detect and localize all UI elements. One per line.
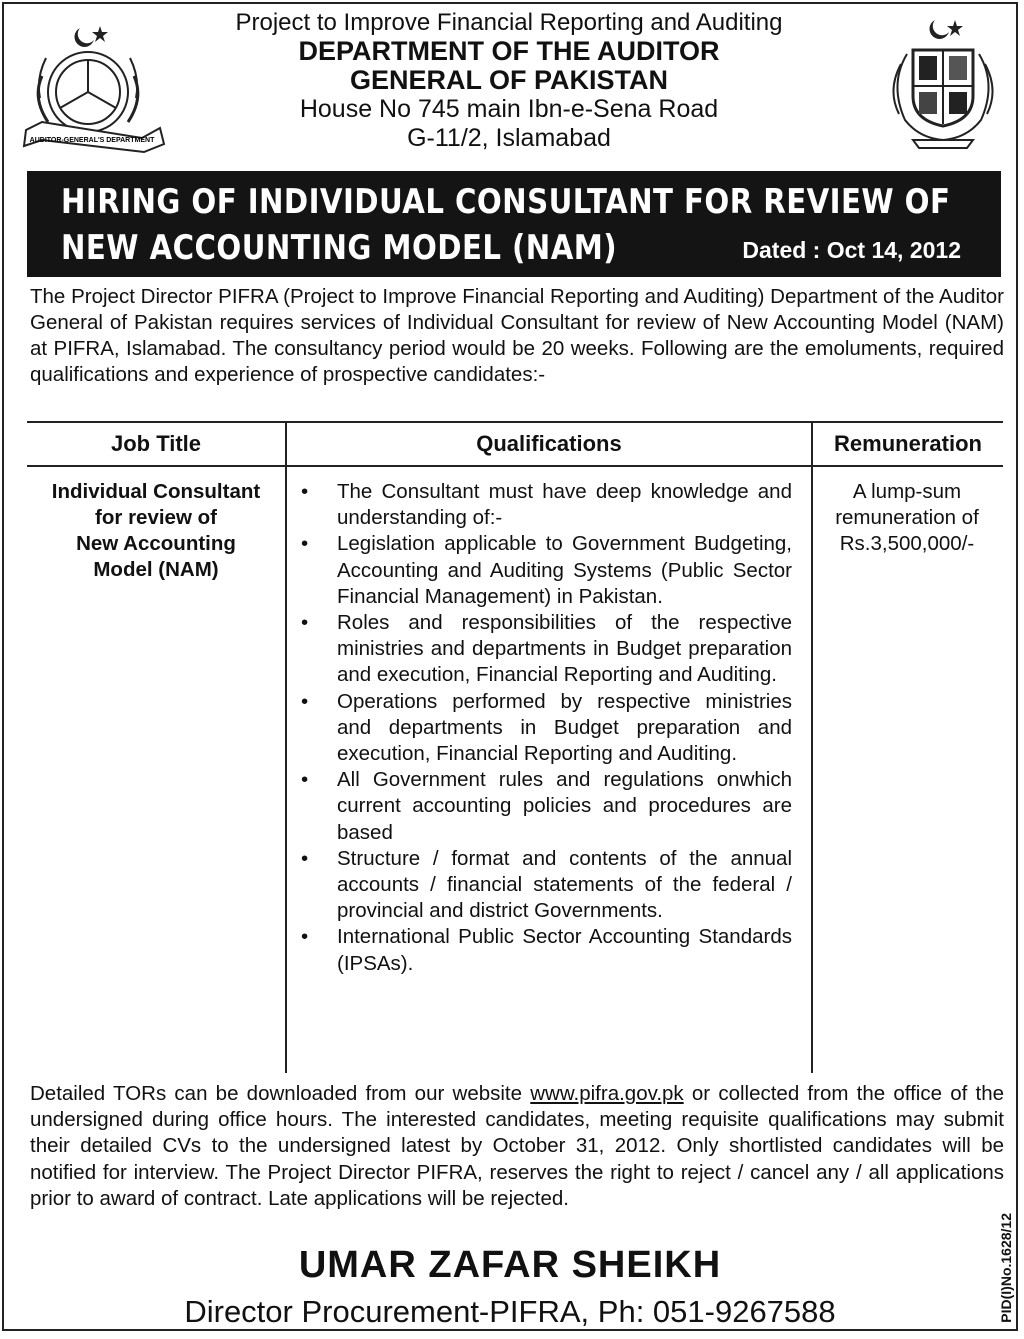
job-table bbox=[27, 421, 1003, 1073]
header-text bbox=[164, 8, 854, 153]
qualification-item: • Legislation applicable to Government Budgeting, Accounting and Auditing Systems (Public Sector Financial Management) in Pakistan. bbox=[287, 531, 792, 610]
pakistan-state-emblem-icon bbox=[879, 14, 1007, 154]
qualifications-list bbox=[287, 479, 792, 977]
header-remuneration: Remuneration bbox=[834, 431, 982, 456]
header-divider bbox=[27, 465, 1003, 467]
remuneration-line: remuneration of bbox=[835, 506, 979, 529]
qualification-item: • All Government rules and regulations onwhich current accounting policies and procedures are based bbox=[287, 767, 792, 846]
job-title-line: New Accounting bbox=[76, 532, 236, 555]
qualification-item: • The Consultant must have deep knowledge and understanding of:- bbox=[287, 479, 792, 531]
remuneration-amount: Rs.3,500,000/- bbox=[839, 532, 975, 555]
remuneration-cell bbox=[813, 479, 1001, 557]
project-name: Project to Improve Financial Reporting and Auditing bbox=[235, 9, 783, 36]
qualification-item: • Operations performed by respective ministries and departments in Budget preparation and execution, Financial Reporting and Auditing. bbox=[287, 689, 792, 768]
title-banner bbox=[27, 171, 1001, 277]
header-qualifications: Qualifications bbox=[476, 431, 622, 456]
pid-number: PID(I)No.1628/12 bbox=[998, 1213, 1014, 1323]
dated-label: Dated : Oct 14, 2012 bbox=[742, 237, 961, 263]
intro-paragraph: The Project Director PIFRA (Project to Improve Financial Reporting and Auditing) Department of the Auditor General of Pakistan requires services of Individual Consultant for review of New Accounting Model (NAM) at PIFRA, Islamabad. The consultancy period would be 20 weeks. Following are the emoluments, required qualifications and experience of prospective candidates:- bbox=[30, 285, 1004, 386]
job-title-cell bbox=[27, 479, 285, 583]
qualification-item: • Roles and responsibilities of the respective ministries and departments in Budget preparation and execution, Financial Reporting and Auditing. bbox=[287, 610, 792, 689]
department-line-1: DEPARTMENT OF THE AUDITOR bbox=[298, 36, 720, 66]
qualification-item: • Structure / format and contents of the annual accounts / financial statements of the federal / provincial and district Governments. bbox=[287, 846, 792, 925]
footer-text: or collected from the office of the undersigned during office hours. The interested candidates, meeting requisite qualifications may submit their detailed CVs to the undersigned latest by October 31, 2012. Only shortlisted candidates will be notified for interview. The Project Director PIFRA, reserves the right to reject / cancel any / all applications prior to award of contract. Late applications will be rejected. bbox=[30, 1082, 1004, 1210]
job-title-line: Model (NAM) bbox=[93, 558, 219, 581]
address-line-1: House No 745 main Ibn-e-Sena Road bbox=[299, 95, 719, 123]
job-title-line: for review of bbox=[95, 506, 217, 529]
job-title-line: Individual Consultant bbox=[51, 480, 261, 503]
signatory-role: Director Procurement-PIFRA, Ph: 051-9267588 bbox=[184, 1294, 836, 1329]
footer-paragraph bbox=[30, 1081, 1004, 1212]
qualification-item: • International Public Sector Accounting Standards (IPSAs). bbox=[287, 924, 792, 976]
department-line-2: GENERAL OF PAKISTAN bbox=[349, 65, 668, 95]
remuneration-line: A lump-sum bbox=[852, 480, 962, 503]
emblem-ribbon-text: AUDITOR-GENERAL'S DEPARTMENT bbox=[29, 137, 155, 144]
address-line-2: G-11/2, Islamabad bbox=[407, 124, 611, 152]
banner-title-line-2: NEW ACCOUNTING MODEL (NAM) bbox=[61, 228, 618, 268]
website-link[interactable]: www.pifra.gov.pk bbox=[530, 1082, 684, 1105]
banner-title-line-1: HIRING OF INDIVIDUAL CONSULTANT FOR REVIEW OF bbox=[61, 182, 951, 222]
advertisement-page bbox=[2, 2, 1018, 1331]
header-job-title: Job Title bbox=[110, 431, 202, 456]
footer-text: Detailed TORs can be downloaded from our website bbox=[30, 1082, 531, 1105]
header bbox=[4, 4, 1016, 172]
signatory-name: UMAR ZAFAR SHEIKH bbox=[298, 1244, 722, 1286]
auditor-general-emblem-icon bbox=[22, 18, 170, 158]
